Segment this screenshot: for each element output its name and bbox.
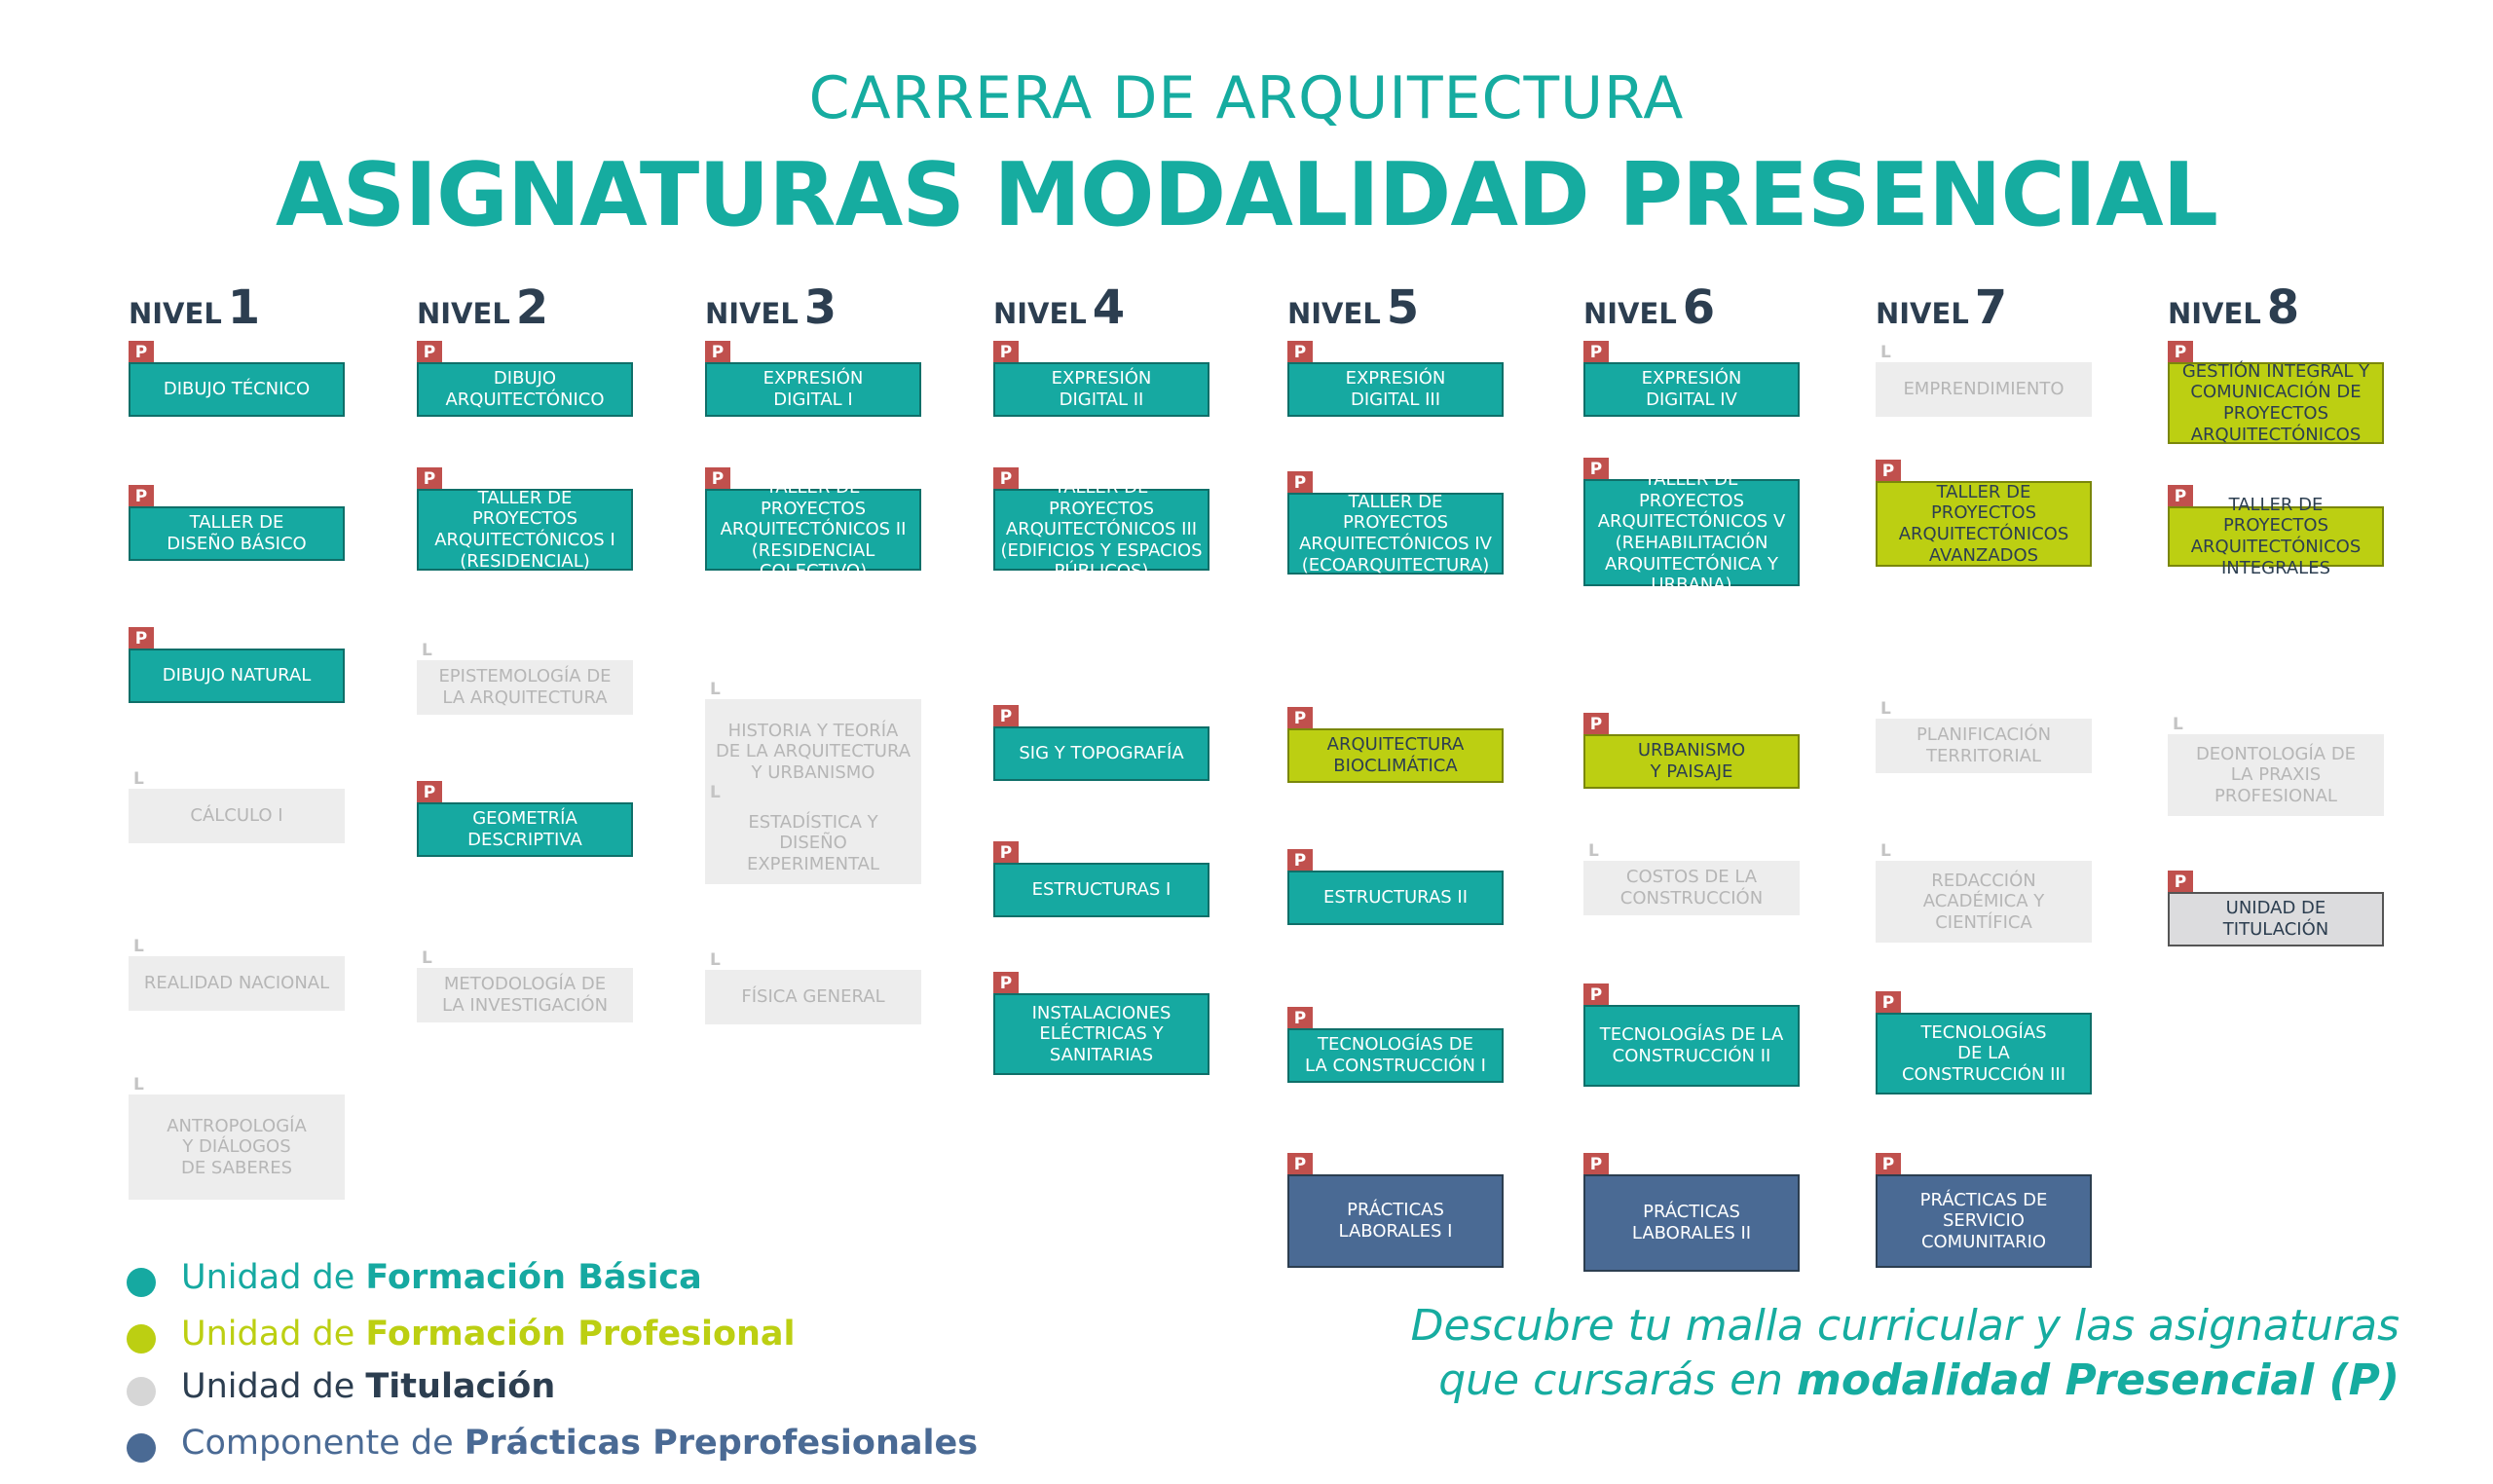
level-word: NIVEL bbox=[1287, 297, 1381, 330]
level-heading bbox=[129, 280, 260, 335]
legend-dot bbox=[127, 1268, 156, 1297]
level-word: NIVEL bbox=[417, 297, 510, 330]
subject-name: ESTRUCTURAS I bbox=[993, 863, 1209, 917]
presencial-tag: P bbox=[993, 841, 1019, 865]
legend-dot bbox=[127, 1324, 156, 1354]
presencial-tag: P bbox=[1287, 341, 1313, 364]
presencial-tag: P bbox=[2168, 341, 2193, 364]
subject-name: ANTROPOLOGÍA Y DIÁLOGOS DE SABERES bbox=[129, 1094, 345, 1200]
legend-label: Formación Profesional bbox=[365, 1315, 796, 1354]
subject-name: EXPRESIÓN DIGITAL IV bbox=[1583, 362, 1800, 417]
linea-tag: L bbox=[710, 680, 721, 699]
presencial-tag: P bbox=[1876, 1153, 1901, 1176]
subject-name: DEONTOLOGÍA DE LA PRAXIS PROFESIONAL bbox=[2168, 734, 2384, 816]
level-word: NIVEL bbox=[1876, 297, 1969, 330]
subject-name: TALLER DE PROYECTOS ARQUITECTÓNICOS II (RESIDENCIAL COLECTIVO) bbox=[705, 489, 921, 571]
subject-name: SIG Y TOPOGRAFÍA bbox=[993, 726, 1209, 781]
level-word: NIVEL bbox=[993, 297, 1087, 330]
legend-item bbox=[181, 1315, 796, 1354]
linea-tag: L bbox=[2173, 715, 2183, 734]
subject-name: TECNOLOGÍAS DE LA CONSTRUCCIÓN III bbox=[1876, 1013, 2092, 1094]
level-word: NIVEL bbox=[705, 297, 799, 330]
level-number: 3 bbox=[803, 280, 837, 335]
level-column-1 bbox=[129, 280, 353, 1254]
tagline-strong: modalidad Presencial (P) bbox=[1797, 1355, 2400, 1405]
legend-label: Formación Básica bbox=[365, 1258, 702, 1297]
level-heading bbox=[2168, 280, 2299, 335]
legend-dot bbox=[127, 1433, 156, 1463]
subject-name: TALLER DE PROYECTOS ARQUITECTÓNICOS I (RESIDENCIAL) bbox=[417, 489, 633, 571]
linea-tag: L bbox=[710, 783, 721, 802]
level-column-4 bbox=[993, 280, 1217, 1254]
subject-name: PLANIFICACIÓN TERRITORIAL bbox=[1876, 719, 2092, 773]
subject-name: REDACCIÓN ACADÉMICA Y CIENTÍFICA bbox=[1876, 861, 2092, 943]
level-column-8 bbox=[2168, 280, 2392, 1254]
subject-name: ARQUITECTURA BIOCLIMÁTICA bbox=[1287, 728, 1504, 783]
presencial-tag: P bbox=[1876, 991, 1901, 1015]
page-title: ASIGNATURAS MODALIDAD PRESENCIAL bbox=[276, 144, 2217, 246]
presencial-tag: P bbox=[129, 627, 154, 650]
presencial-tag: P bbox=[1583, 713, 1609, 736]
linea-tag: L bbox=[422, 641, 432, 660]
legend-prefix: Unidad de bbox=[181, 1367, 366, 1406]
subject-name: FÍSICA GENERAL bbox=[705, 970, 921, 1024]
level-number: 5 bbox=[1386, 280, 1420, 335]
level-heading bbox=[993, 280, 1125, 335]
legend-label: Prácticas Preprofesionales bbox=[464, 1424, 979, 1463]
subject-name: REALIDAD NACIONAL bbox=[129, 956, 345, 1011]
linea-tag: L bbox=[422, 948, 432, 968]
subject-name: TALLER DE PROYECTOS ARQUITECTÓNICOS IV (ECOARQUITECTURA) bbox=[1287, 493, 1504, 575]
subject-name: ESTRUCTURAS II bbox=[1287, 871, 1504, 925]
subject-name: GEOMETRÍA DESCRIPTIVA bbox=[417, 802, 633, 857]
linea-tag: L bbox=[1880, 343, 1891, 362]
level-column-2 bbox=[417, 280, 641, 1254]
linea-tag: L bbox=[133, 1075, 144, 1094]
subject-name: PRÁCTICAS LABORALES II bbox=[1583, 1174, 1800, 1272]
legend-dot bbox=[127, 1377, 156, 1406]
subject-name: EMPRENDIMIENTO bbox=[1876, 362, 2092, 417]
presencial-tag: P bbox=[993, 705, 1019, 728]
presencial-tag: P bbox=[417, 467, 442, 491]
linea-tag: L bbox=[1880, 841, 1891, 861]
level-word: NIVEL bbox=[2168, 297, 2261, 330]
subject-name: TECNOLOGÍAS DE LA CONSTRUCCIÓN I bbox=[1287, 1028, 1504, 1083]
linea-tag: L bbox=[710, 950, 721, 970]
presencial-tag: P bbox=[993, 467, 1019, 491]
presencial-tag: P bbox=[1583, 983, 1609, 1007]
legend-item bbox=[181, 1367, 555, 1406]
subject-name: TECNOLOGÍAS DE LA CONSTRUCCIÓN II bbox=[1583, 1005, 1800, 1087]
linea-tag: L bbox=[133, 769, 144, 789]
presencial-tag: P bbox=[2168, 871, 2193, 894]
subject-name: METODOLOGÍA DE LA INVESTIGACIÓN bbox=[417, 968, 633, 1022]
subject-name: PRÁCTICAS DE SERVICIO COMUNITARIO bbox=[1876, 1174, 2092, 1268]
subject-name: PRÁCTICAS LABORALES I bbox=[1287, 1174, 1504, 1268]
level-column-7 bbox=[1876, 280, 2100, 1254]
legend-prefix: Unidad de bbox=[181, 1258, 366, 1297]
level-number: 7 bbox=[1974, 280, 2008, 335]
presencial-tag: P bbox=[993, 341, 1019, 364]
presencial-tag: P bbox=[417, 781, 442, 804]
level-word: NIVEL bbox=[129, 297, 222, 330]
subject-name: DIBUJO ARQUITECTÓNICO bbox=[417, 362, 633, 417]
subject-name: EXPRESIÓN DIGITAL III bbox=[1287, 362, 1504, 417]
level-heading bbox=[417, 280, 548, 335]
level-heading bbox=[1287, 280, 1419, 335]
presencial-tag: P bbox=[1287, 1153, 1313, 1176]
subject-name: TALLER DE PROYECTOS ARQUITECTÓNICOS INTEGRALES bbox=[2168, 506, 2384, 567]
presencial-tag: P bbox=[1287, 1007, 1313, 1030]
presencial-tag: P bbox=[1287, 849, 1313, 872]
subject-name: EXPRESIÓN DIGITAL II bbox=[993, 362, 1209, 417]
title-top: CARRERA DE ARQUITECTURA bbox=[808, 64, 1685, 132]
level-number: 2 bbox=[515, 280, 549, 335]
presencial-tag: P bbox=[2168, 485, 2193, 508]
legend-item bbox=[181, 1424, 978, 1463]
subject-name: TALLER DE PROYECTOS ARQUITECTÓNICOS AVANZADOS bbox=[1876, 481, 2092, 567]
level-number: 4 bbox=[1092, 280, 1126, 335]
linea-tag: L bbox=[1880, 699, 1891, 719]
presencial-tag: P bbox=[129, 485, 154, 508]
level-column-5 bbox=[1287, 280, 1511, 1254]
presencial-tag: P bbox=[1583, 458, 1609, 481]
legend-prefix: Componente de bbox=[181, 1424, 465, 1463]
tagline-prefix: que cursarás en bbox=[1438, 1355, 1798, 1405]
subject-name: TALLER DE PROYECTOS ARQUITECTÓNICOS V (REHABILITACIÓN ARQUITECTÓNICA Y URBANA) bbox=[1583, 479, 1800, 586]
level-number: 8 bbox=[2266, 280, 2300, 335]
level-column-3 bbox=[705, 280, 929, 1254]
legend-label: Titulación bbox=[365, 1367, 556, 1406]
presencial-tag: P bbox=[993, 972, 1019, 995]
presencial-tag: P bbox=[1287, 471, 1313, 495]
linea-tag: L bbox=[1588, 841, 1599, 861]
subject-name: ESTADÍSTICA Y DISEÑO EXPERIMENTAL bbox=[705, 802, 921, 884]
presencial-tag: P bbox=[417, 341, 442, 364]
subject-name: INSTALACIONES ELÉCTRICAS Y SANITARIAS bbox=[993, 993, 1209, 1075]
tagline-line2 bbox=[1036, 1355, 2400, 1405]
level-word: NIVEL bbox=[1583, 297, 1677, 330]
subject-name: COSTOS DE LA CONSTRUCCIÓN bbox=[1583, 861, 1800, 915]
subject-name: DIBUJO TÉCNICO bbox=[129, 362, 345, 417]
subject-name: UNIDAD DE TITULACIÓN bbox=[2168, 892, 2384, 946]
presencial-tag: P bbox=[1287, 707, 1313, 730]
level-column-6 bbox=[1583, 280, 1807, 1254]
presencial-tag: P bbox=[705, 341, 730, 364]
subject-name: DIBUJO NATURAL bbox=[129, 649, 345, 703]
subject-name: CÁLCULO I bbox=[129, 789, 345, 843]
subject-name: EPISTEMOLOGÍA DE LA ARQUITECTURA bbox=[417, 660, 633, 715]
subject-name: URBANISMO Y PAISAJE bbox=[1583, 734, 1800, 789]
subject-name: EXPRESIÓN DIGITAL I bbox=[705, 362, 921, 417]
presencial-tag: P bbox=[1583, 1153, 1609, 1176]
legend-item bbox=[181, 1258, 702, 1297]
level-heading bbox=[1583, 280, 1715, 335]
level-heading bbox=[1876, 280, 2007, 335]
presencial-tag: P bbox=[1583, 341, 1609, 364]
presencial-tag: P bbox=[129, 341, 154, 364]
legend-prefix: Unidad de bbox=[181, 1315, 366, 1354]
level-heading bbox=[705, 280, 837, 335]
presencial-tag: P bbox=[705, 467, 730, 491]
linea-tag: L bbox=[133, 937, 144, 956]
tagline-line1: Descubre tu malla curricular y las asignaturas bbox=[1410, 1301, 2400, 1351]
subject-name: TALLER DE DISEÑO BÁSICO bbox=[129, 506, 345, 561]
level-number: 1 bbox=[227, 280, 261, 335]
presencial-tag: P bbox=[1876, 460, 1901, 483]
subject-name: TALLER DE PROYECTOS ARQUITECTÓNICOS III (EDIFICIOS Y ESPACIOS PÚBLICOS) bbox=[993, 489, 1209, 571]
subject-name: HISTORIA Y TEORÍA DE LA ARQUITECTURA Y URBANISMO bbox=[705, 699, 921, 804]
subject-name: GESTIÓN INTEGRAL Y COMUNICACIÓN DE PROYECTOS ARQUITECTÓNICOS bbox=[2168, 362, 2384, 444]
level-number: 6 bbox=[1682, 280, 1716, 335]
